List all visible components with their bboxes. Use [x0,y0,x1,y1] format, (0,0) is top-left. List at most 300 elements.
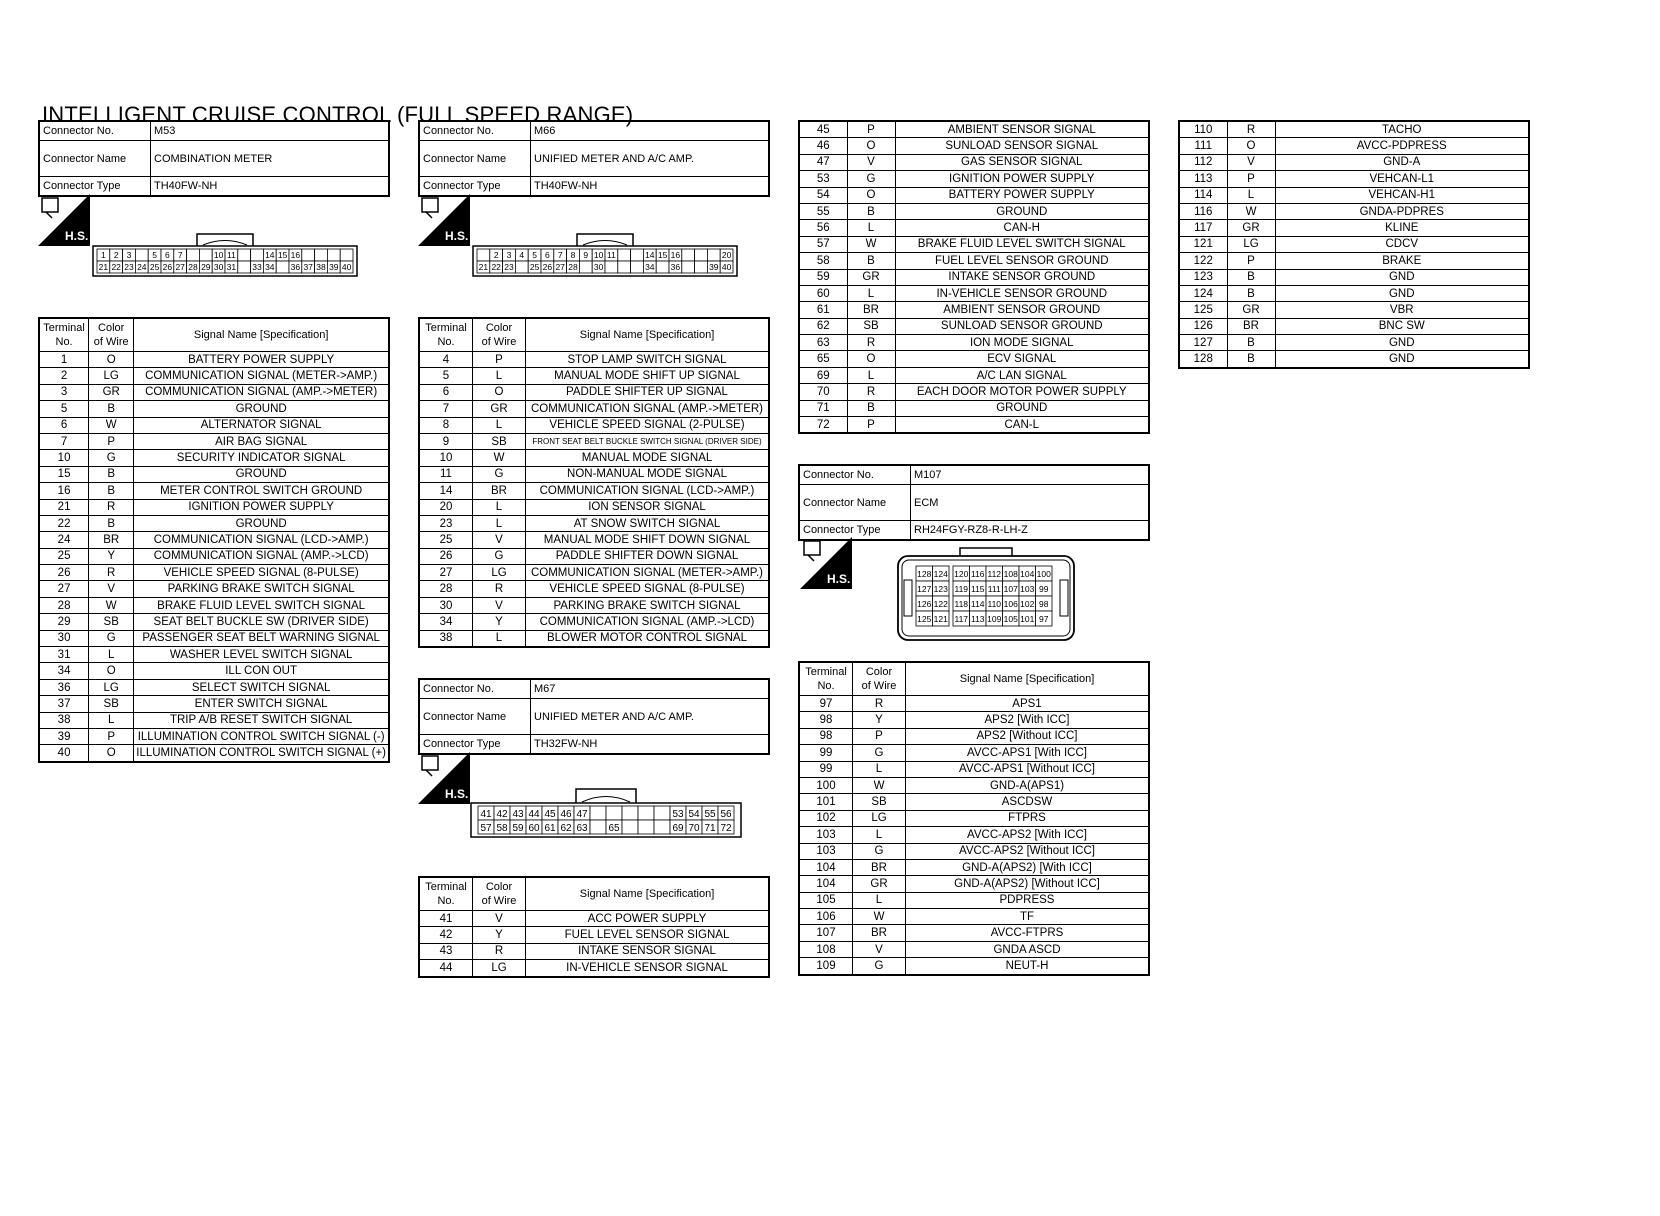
terminal-no-cell: 29 [39,614,89,630]
signal-name-cell: BLOWER MOTOR CONTROL SIGNAL [526,630,770,647]
m107-connector-info [798,464,1150,541]
pin-label: 106 [1003,599,1018,609]
pin-label: 125 [917,614,932,624]
table-row [419,532,769,548]
wire-color-cell: GR [853,876,906,892]
table-row [799,269,1149,285]
terminal-no-cell: 2 [39,368,89,384]
table-row [39,663,389,679]
signal-name-cell: BNC SW [1275,318,1529,334]
table-row [419,401,769,417]
signal-name-cell: INTAKE SENSOR SIGNAL [526,943,770,959]
wire-color-cell: SB [89,614,134,630]
signal-name-cell: GND [1275,269,1529,285]
signal-name-cell: CAN-L [895,417,1149,434]
pin-label: 24 [137,262,147,272]
terminal-no-cell: 117 [1179,220,1227,236]
conn-name-value: UNIFIED METER AND A/C AMP. [531,699,770,735]
table-row [799,367,1149,383]
terminal-no-cell: 9 [419,433,473,449]
harness-side-icon [418,752,470,804]
signal-name-cell: AVCC-APS1 [With ICC] [906,745,1150,761]
pin-label: 22 [111,262,121,272]
table-row [419,433,769,449]
wire-color-cell: W [473,450,526,466]
signal-name-cell: PADDLE SHIFTER DOWN SIGNAL [526,548,770,564]
signal-name-cell: VEHCAN-H1 [1275,187,1529,203]
wire-color-cell: G [853,745,906,761]
table-row [39,466,389,482]
conn-no-label: Connector No. [419,121,531,141]
signal-name-cell: GND-A [1275,154,1529,170]
pin-label: 21 [478,262,489,272]
pin-label: 37 [303,262,313,272]
pin-label: 4 [519,250,525,260]
wire-color-cell: R [853,696,906,712]
wire-color-cell: Y [89,548,134,564]
terminal-no-cell: 25 [39,548,89,564]
terminal-no-cell: 65 [799,351,847,367]
signal-name-cell: SUNLOAD SENSOR GROUND [895,318,1149,334]
pin-label: 7 [177,250,183,260]
terminal-no-cell: 7 [39,433,89,449]
table-row [39,597,389,613]
table-row [799,154,1149,170]
terminal-no-cell: 28 [419,581,473,597]
terminal-no-cell: 1 [39,352,89,368]
pin-label: 69 [672,823,684,834]
terminal-no-cell: 37 [39,696,89,712]
terminal-no-cell: 24 [39,532,89,548]
terminal-no-cell: 71 [799,400,847,416]
wire-color-cell: P [1227,171,1275,187]
signal-name-cell: COMMUNICATION SIGNAL (LCD->AMP.) [134,532,389,548]
terminal-no-cell: 41 [419,911,473,927]
conn-no-value: M66 [531,121,770,141]
signal-name-cell: A/C LAN SIGNAL [895,367,1149,383]
terminal-no-cell: 10 [419,450,473,466]
signal-name-cell: EACH DOOR MOTOR POWER SUPPLY [895,384,1149,400]
pin-label: 1 [101,250,106,260]
pin-label: 61 [544,823,556,834]
pin-label: 105 [1003,614,1018,624]
wire-color-cell: GR [1227,220,1275,236]
wire-color-cell: P [89,728,134,744]
wire-color-cell: B [1227,351,1275,368]
signal-name-cell: PARKING BRAKE SWITCH SIGNAL [526,597,770,613]
table-row [799,761,1149,777]
signal-name-cell: MANUAL MODE SHIFT DOWN SIGNAL [526,532,770,548]
table-row [799,220,1149,236]
signal-name-cell: SUNLOAD SENSOR SIGNAL [895,138,1149,154]
conn-name-value: COMBINATION METER [151,141,390,177]
signal-name-cell: AT SNOW SWITCH SIGNAL [526,515,770,531]
wire-color-cell: P [847,121,895,138]
pin-label: 72 [720,823,732,834]
signal-name-cell: BRAKE [1275,253,1529,269]
terminal-no-cell: 31 [39,647,89,663]
signal-name-cell: FRONT SEAT BELT BUCKLE SWITCH SIGNAL (DRIVER SIDE) [526,433,770,449]
table-row [799,925,1149,941]
signal-name-cell: AVCC-APS2 [With ICC] [906,827,1150,843]
signal-name-cell: PARKING BRAKE SWITCH SIGNAL [134,581,389,597]
m107-pin-table [798,661,1150,976]
pin-label: 100 [1036,569,1051,579]
terminal-no-cell: 125 [1179,302,1227,318]
pin-label: 5 [532,250,537,260]
conn-type-label: Connector Type [419,177,531,197]
wire-color-cell: LG [1227,236,1275,252]
terminal-no-cell: 21 [39,499,89,515]
pin-label: 5 [152,250,157,260]
terminal-no-cell: 27 [39,581,89,597]
hs-label: H.S. [827,572,851,586]
wire-color-cell: B [89,401,134,417]
signal-name-cell: VEHCAN-L1 [1275,171,1529,187]
table-row [799,285,1149,301]
wire-color-cell: Y [473,614,526,630]
terminal-no-cell: 99 [799,745,853,761]
terminal-no-cell: 30 [419,597,473,613]
terminal-no-cell: 11 [419,466,473,482]
table-row [419,911,769,927]
pin-label: 10 [593,250,604,260]
col-terminal: Terminal No. [419,318,473,352]
signal-name-cell: COMMUNICATION SIGNAL (AMP.->LCD) [526,614,770,630]
conn-no-label: Connector No. [419,679,531,699]
terminal-no-cell: 3 [39,384,89,400]
pin-label: 108 [1003,569,1018,579]
table-row [39,679,389,695]
signal-name-cell: IGNITION POWER SUPPLY [134,499,389,515]
table-row [799,794,1149,810]
wire-color-cell: SB [853,794,906,810]
terminal-no-cell: 34 [419,614,473,630]
table-row [799,400,1149,416]
conn-no-label: Connector No. [39,121,151,141]
table-row [799,827,1149,843]
terminal-no-cell: 98 [799,728,853,744]
col-terminal: Terminal No. [799,662,853,696]
wire-color-cell: L [473,630,526,647]
signal-name-cell: ASCDSW [906,794,1150,810]
wire-color-cell: R [89,565,134,581]
pin-label: 34 [265,262,275,272]
pin-label: 27 [555,262,565,272]
signal-name-cell: BATTERY POWER SUPPLY [895,187,1149,203]
table-row [39,565,389,581]
signal-name-cell: AMBIENT SENSOR GROUND [895,302,1149,318]
table-row [799,417,1149,434]
terminal-no-cell: 100 [799,777,853,793]
terminal-no-cell: 113 [1179,171,1227,187]
harness-side-icon [800,537,852,589]
signal-name-cell: GNDA-PDPRES [1275,203,1529,219]
table-row [419,960,769,977]
pin-label: 120 [954,569,969,579]
wire-color-cell: G [853,958,906,975]
pin-label: 113 [970,614,985,624]
table-row [799,810,1149,826]
terminal-no-cell: 43 [419,943,473,959]
terminal-no-cell: 69 [799,367,847,383]
conn-name-label: Connector Name [39,141,151,177]
wire-color-cell: B [847,203,895,219]
wire-color-cell: L [473,499,526,515]
table-row [419,466,769,482]
hs-label: H.S. [445,229,469,243]
conn-type-value: TH40FW-NH [151,177,390,197]
terminal-no-cell: 56 [799,220,847,236]
terminal-no-cell: 60 [799,285,847,301]
conn-name-label: Connector Name [419,699,531,735]
terminal-no-cell: 27 [419,565,473,581]
wire-color-cell: BR [847,302,895,318]
col-signal: Signal Name [Specification] [526,877,770,911]
table-row [799,302,1149,318]
conn-type-value: TH32FW-NH [531,735,770,755]
table-row [1179,138,1529,154]
pin-label: 2 [493,250,499,260]
pin-label: 71 [704,823,716,834]
pin-label: 110 [987,599,1002,609]
pin-label: 26 [162,262,173,272]
wire-color-cell: V [853,941,906,957]
pin-label: 114 [970,599,985,609]
terminal-no-cell: 38 [39,712,89,728]
m107-pin-table-continued [1178,120,1530,369]
signal-name-cell: BRAKE FLUID LEVEL SWITCH SIGNAL [134,597,389,613]
signal-name-cell: AVCC-PDPRESS [1275,138,1529,154]
signal-name-cell: GND [1275,351,1529,368]
signal-name-cell: METER CONTROL SWITCH GROUND [134,483,389,499]
pin-label: 57 [480,823,492,834]
pin-label: 126 [917,599,932,609]
terminal-no-cell: 103 [799,843,853,859]
table-row [1179,351,1529,368]
table-row [419,597,769,613]
terminal-no-cell: 22 [39,515,89,531]
signal-name-cell: AVCC-FTPRS [906,925,1150,941]
signal-name-cell: TRIP A/B RESET SWITCH SIGNAL [134,712,389,728]
wire-color-cell: B [89,483,134,499]
m107-connector-face [894,546,1078,646]
pin-label: 34 [645,262,655,272]
terminal-no-cell: 63 [799,335,847,351]
signal-name-cell: ILL CON OUT [134,663,389,679]
pin-label: 11 [226,250,236,260]
col-color: Color of Wire [473,318,526,352]
signal-name-cell: CAN-H [895,220,1149,236]
pin-label: 123 [933,584,948,594]
pin-label: 16 [290,250,301,260]
terminal-no-cell: 112 [1179,154,1227,170]
conn-type-value: RH24FGY-RZ8-R-LH-Z [911,521,1150,541]
terminal-no-cell: 106 [799,909,853,925]
harness-side-icon [418,194,470,246]
signal-name-cell: AVCC-APS2 [Without ICC] [906,843,1150,859]
pin-label: 98 [1039,599,1049,609]
wire-color-cell: V [473,597,526,613]
signal-name-cell: GROUND [895,203,1149,219]
wire-color-cell: P [853,728,906,744]
wire-color-cell: W [89,597,134,613]
signal-name-cell: TF [906,909,1150,925]
terminal-no-cell: 45 [799,121,847,138]
pin-label: 112 [987,569,1002,579]
signal-name-cell: PASSENGER SEAT BELT WARNING SIGNAL [134,630,389,646]
signal-name-cell: VEHICLE SPEED SIGNAL (8-PULSE) [526,581,770,597]
signal-name-cell: COMMUNICATION SIGNAL (AMP.->METER) [134,384,389,400]
wire-color-cell: R [847,384,895,400]
signal-name-cell: SECURITY INDICATOR SIGNAL [134,450,389,466]
signal-name-cell: AIR BAG SIGNAL [134,433,389,449]
table-row [39,384,389,400]
signal-name-cell: APS2 [With ICC] [906,712,1150,728]
table-row [799,138,1149,154]
wire-color-cell: O [847,138,895,154]
terminal-no-cell: 127 [1179,335,1227,351]
table-row [419,581,769,597]
table-row [39,581,389,597]
signal-name-cell: APS2 [Without ICC] [906,728,1150,744]
table-row [39,745,389,762]
conn-no-value: M107 [911,465,1150,485]
terminal-no-cell: 4 [419,352,473,368]
signal-name-cell: SEAT BELT BUCKLE SW (DRIVER SIDE) [134,614,389,630]
conn-no-value: M67 [531,679,770,699]
table-row [39,433,389,449]
pin-label: 36 [670,262,681,272]
table-row [419,499,769,515]
terminal-no-cell: 107 [799,925,853,941]
table-row [799,335,1149,351]
hs-label: H.S. [65,229,89,243]
table-row [799,958,1149,975]
harness-side-icon [38,194,90,246]
wire-color-cell: BR [89,532,134,548]
wire-color-cell: B [89,466,134,482]
table-row [799,696,1149,712]
table-row [39,614,389,630]
wire-color-cell: P [473,352,526,368]
wire-color-cell: L [853,827,906,843]
page-title: INTELLIGENT CRUISE CONTROL (FULL SPEED RANGE) [42,102,634,127]
wire-color-cell: V [847,154,895,170]
m53-pin-table [38,317,390,763]
pin-label: 115 [970,584,985,594]
table-row [799,777,1149,793]
wire-color-cell: L [853,761,906,777]
wire-color-cell: V [473,532,526,548]
table-row [1179,318,1529,334]
wire-color-cell: BR [853,859,906,875]
table-row [39,483,389,499]
pin-label: 7 [557,250,563,260]
table-row [799,909,1149,925]
pin-label: 55 [704,809,716,820]
terminal-no-cell: 114 [1179,187,1227,203]
pin-label: 15 [657,250,668,260]
signal-name-cell: IN-VEHICLE SENSOR SIGNAL [526,960,770,977]
pin-label: 60 [528,823,540,834]
pin-label: 104 [1020,569,1035,579]
pin-label: 58 [496,823,508,834]
signal-name-cell: ACC POWER SUPPLY [526,911,770,927]
table-row [419,368,769,384]
pin-label: 63 [576,823,588,834]
wire-color-cell: O [89,663,134,679]
wire-color-cell: L [847,285,895,301]
conn-type-label: Connector Type [39,177,151,197]
terminal-no-cell: 123 [1179,269,1227,285]
m53-connector-info [38,120,390,197]
signal-name-cell: COMMUNICATION SIGNAL (AMP.->LCD) [134,548,389,564]
signal-name-cell: GND-A(APS2) [Without ICC] [906,876,1150,892]
wire-color-cell: R [473,581,526,597]
signal-name-cell: GROUND [134,515,389,531]
table-row [419,417,769,433]
pin-label: 124 [933,569,948,579]
m53-connector-face [92,232,362,278]
terminal-no-cell: 38 [419,630,473,647]
terminal-no-cell: 122 [1179,253,1227,269]
pin-label: 6 [165,250,170,260]
pin-label: 41 [480,809,492,820]
terminal-no-cell: 103 [799,827,853,843]
table-row [799,859,1149,875]
table-row [419,548,769,564]
wire-color-cell: P [1227,253,1275,269]
signal-name-cell: COMMUNICATION SIGNAL (AMP.->METER) [526,401,770,417]
terminal-no-cell: 14 [419,483,473,499]
wire-color-cell: L [89,712,134,728]
pin-label: 128 [917,569,932,579]
table-row [799,941,1149,957]
wire-color-cell: R [1227,121,1275,138]
table-row [39,728,389,744]
table-row [419,384,769,400]
col-signal: Signal Name [Specification] [134,318,389,352]
terminal-no-cell: 98 [799,712,853,728]
terminal-no-cell: 55 [799,203,847,219]
signal-name-cell: KLINE [1275,220,1529,236]
conn-type-value: TH40FW-NH [531,177,770,197]
wire-color-cell: GR [473,401,526,417]
wire-color-cell: P [847,417,895,434]
pin-label: 44 [528,809,540,820]
terminal-no-cell: 16 [39,483,89,499]
pin-label: 122 [933,599,948,609]
table-row [799,892,1149,908]
signal-name-cell: GROUND [134,466,389,482]
signal-name-cell: APS1 [906,696,1150,712]
m66-connector-face [472,232,742,278]
table-row [39,647,389,663]
terminal-no-cell: 105 [799,892,853,908]
wire-color-cell: V [89,581,134,597]
wire-color-cell: P [89,433,134,449]
terminal-no-cell: 111 [1179,138,1227,154]
table-row [1179,302,1529,318]
terminal-no-cell: 102 [799,810,853,826]
wire-color-cell: V [1227,154,1275,170]
conn-name-label: Connector Name [799,485,911,521]
pin-label: 40 [341,262,352,272]
m67-connector-info [418,678,770,755]
terminal-no-cell: 121 [1179,236,1227,252]
hs-label: H.S. [445,787,469,801]
